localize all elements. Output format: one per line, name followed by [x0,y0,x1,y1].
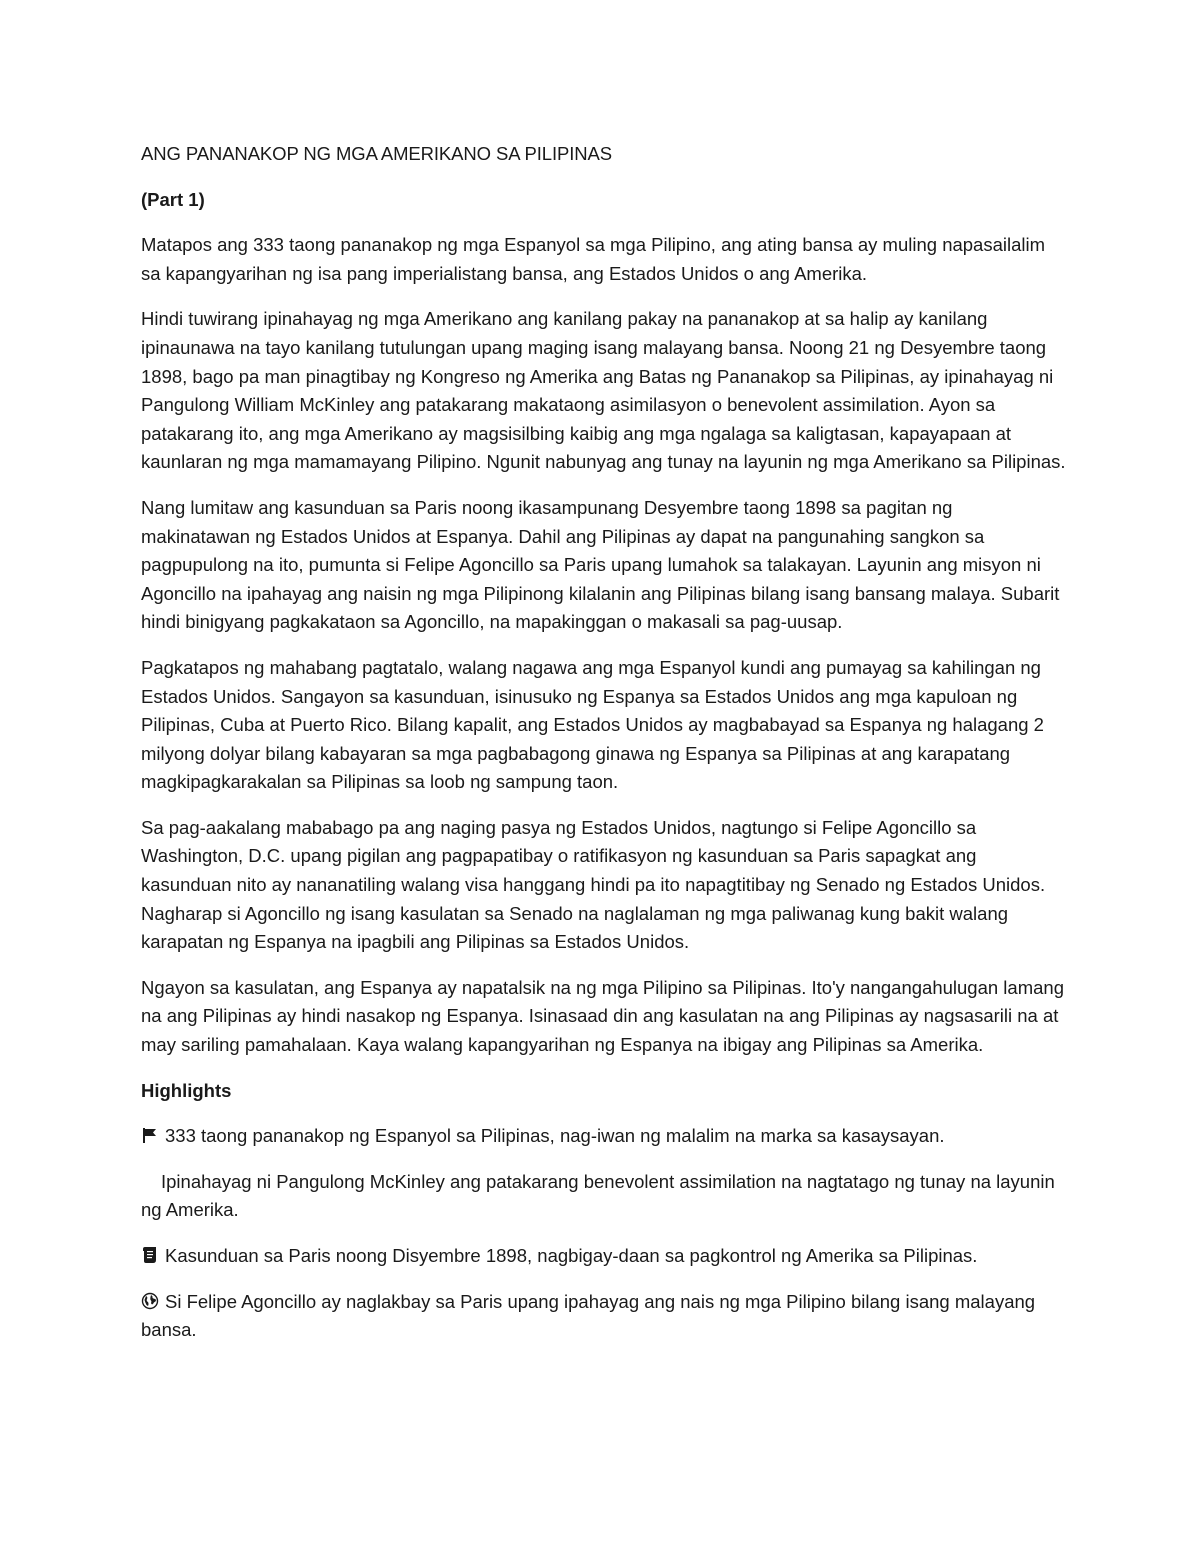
paragraph-1: Matapos ang 333 taong pananakop ng mga Espanyol sa mga Pilipino, ang ating bansa ay muling napasailalim sa kapangyarihan ng isa pang imperialistang bansa, ang Estados Unidos o ang Amerika. [141,234,1046,284]
highlight-text-3: Kasunduan sa Paris noong Disyembre 1898, nagbigay-daan sa pagkontrol ng Amerika sa Pilipinas. [165,1245,978,1266]
globe-icon [141,1292,159,1310]
highlight-item-2 [141,1168,1066,1225]
missing-glyph-icon [141,1170,159,1188]
paragraph-4: Pagkatapos ng mahabang pagtatalo, walang nagawa ang mga Espanyol kundi ang pumayag sa kahilingan ng Estados Unidos. Sangayon sa kasunduan, isinusuko ng Espanya sa Estados Unidos ang mga kapuloan ng Pilipinas, Cuba at Puerto Rico. Bilang kapalit, ang Estados Unidos ay magbabayad sa Espanya ng halagang 2 milyong dolyar bilang kabayaran sa mga pagbabagong ginawa ng Espanya sa Pilipinas at ang karapatang magkipagkarakalan sa Pilipinas sa loob ng sampung taon. [141,656,1044,793]
paragraph-6: Ngayon sa kasulatan, ang Espanya ay napatalsik na ng mga Pilipino sa Pilipinas. Ito'y nangangahulugan lamang na ang Pilipinas ay hindi nasakop ng Espanya. Isinasaad din ang kasulatan na ang Pilipinas ay nagsasarili na at may sariling pamahalaan. Kaya walang kapangyarihan ng Espanya na ibigay ang Pilipinas sa Amerika. [141,976,1064,1056]
paragraph-3: Nang lumitaw ang kasunduan sa Paris noong ikasampunang Desyembre taong 1898 sa pagitan ng makinatawan ng Estados Unidos at Espanya. Dahil ang Pilipinas ay dapat na pangunahing sangkon sa pagpupulong na ito, pumunta si Felipe Agoncillo sa Paris upang lumahok sa talakayan. Layunin ang misyon ni Agoncillo na ipahayag ang naisin ng mga Pilipinong kilalanin ang Pilipinas bilang isang bansang malaya. Subarit hindi binigyang pagkakataon sa Agoncillo, na mapakinggan o makasali sa pag-uusap. [141,496,1060,633]
paragraph-5: Sa pag-aakalang mababago pa ang naging pasya ng Estados Unidos, nagtungo si Felipe Agoncillo sa Washington, D.C. upang pigilan ang pagpapatibay o ratifikasyon ng kasunduan sa Paris sapagkat ang kasunduan nito ay nananatiling walang visa hanggang hindi pa ito napagtitibay ng Senado ng Estados Unidos. Nagharap si Agoncillo ng isang kasulatan sa Senado na naglalaman ng mga paliwanag kung bakit walang karapatan ng Espanya na ipagbili ang Pilipinas sa Estados Unidos. [141,816,1046,953]
document-title: ANG PANANAKOP NG MGA AMERIKANO SA PILIPINAS [141,143,613,164]
highlights-heading: Highlights [141,1079,232,1101]
highlight-text-1: 333 taong pananakop ng Espanyol sa Pilipinas, nag-iwan ng malalim na marka sa kasaysayan. [165,1125,945,1147]
highlight-text-2: Ipinahayag ni Pangulong McKinley ang patakarang benevolent assimilation na nagtatago ng tunay na layunin ng Amerika. [141,1170,1055,1221]
part-label: (Part 1) [141,188,205,210]
highlight-item-1 [141,1122,1066,1151]
document-page [141,140,1066,1362]
highlight-item-3 [141,1242,1066,1271]
highlight-text-4: Si Felipe Agoncillo ay naglakbay sa Paris upang ipahayag ang nais ng mga Pilipino bilang isang malayang bansa. [141,1290,1036,1341]
flag-icon [141,1126,159,1144]
scroll-icon [141,1246,159,1264]
paragraph-2: Hindi tuwirang ipinahayag ng mga Amerikano ang kanilang pakay na pananakop at sa halip ay kanilang ipinaunawa na tayo kanilang tutulungan upang maging isang malayang bansa. Noong 21 ng Desyembre taong 1898, bago pa man pinagtibay ng Kongreso ng Amerika ang Batas ng Pananakop sa Pilipinas, ay ipinahayag ni Pangulong William McKinley ang patakarang makataong asimilasyon o benevolent assimilation. Ayon sa patakarang ito, ang mga Amerikano ay magsisilbing kaibig ang mga ngalaga sa kaligtasan, kapayapaan at kaunlaran ng mga mamamayang Pilipino. Ngunit nabunyag ang tunay na layunin ng mga Amerikano sa Pilipinas. [141,308,1066,473]
highlight-item-4 [141,1288,1066,1345]
